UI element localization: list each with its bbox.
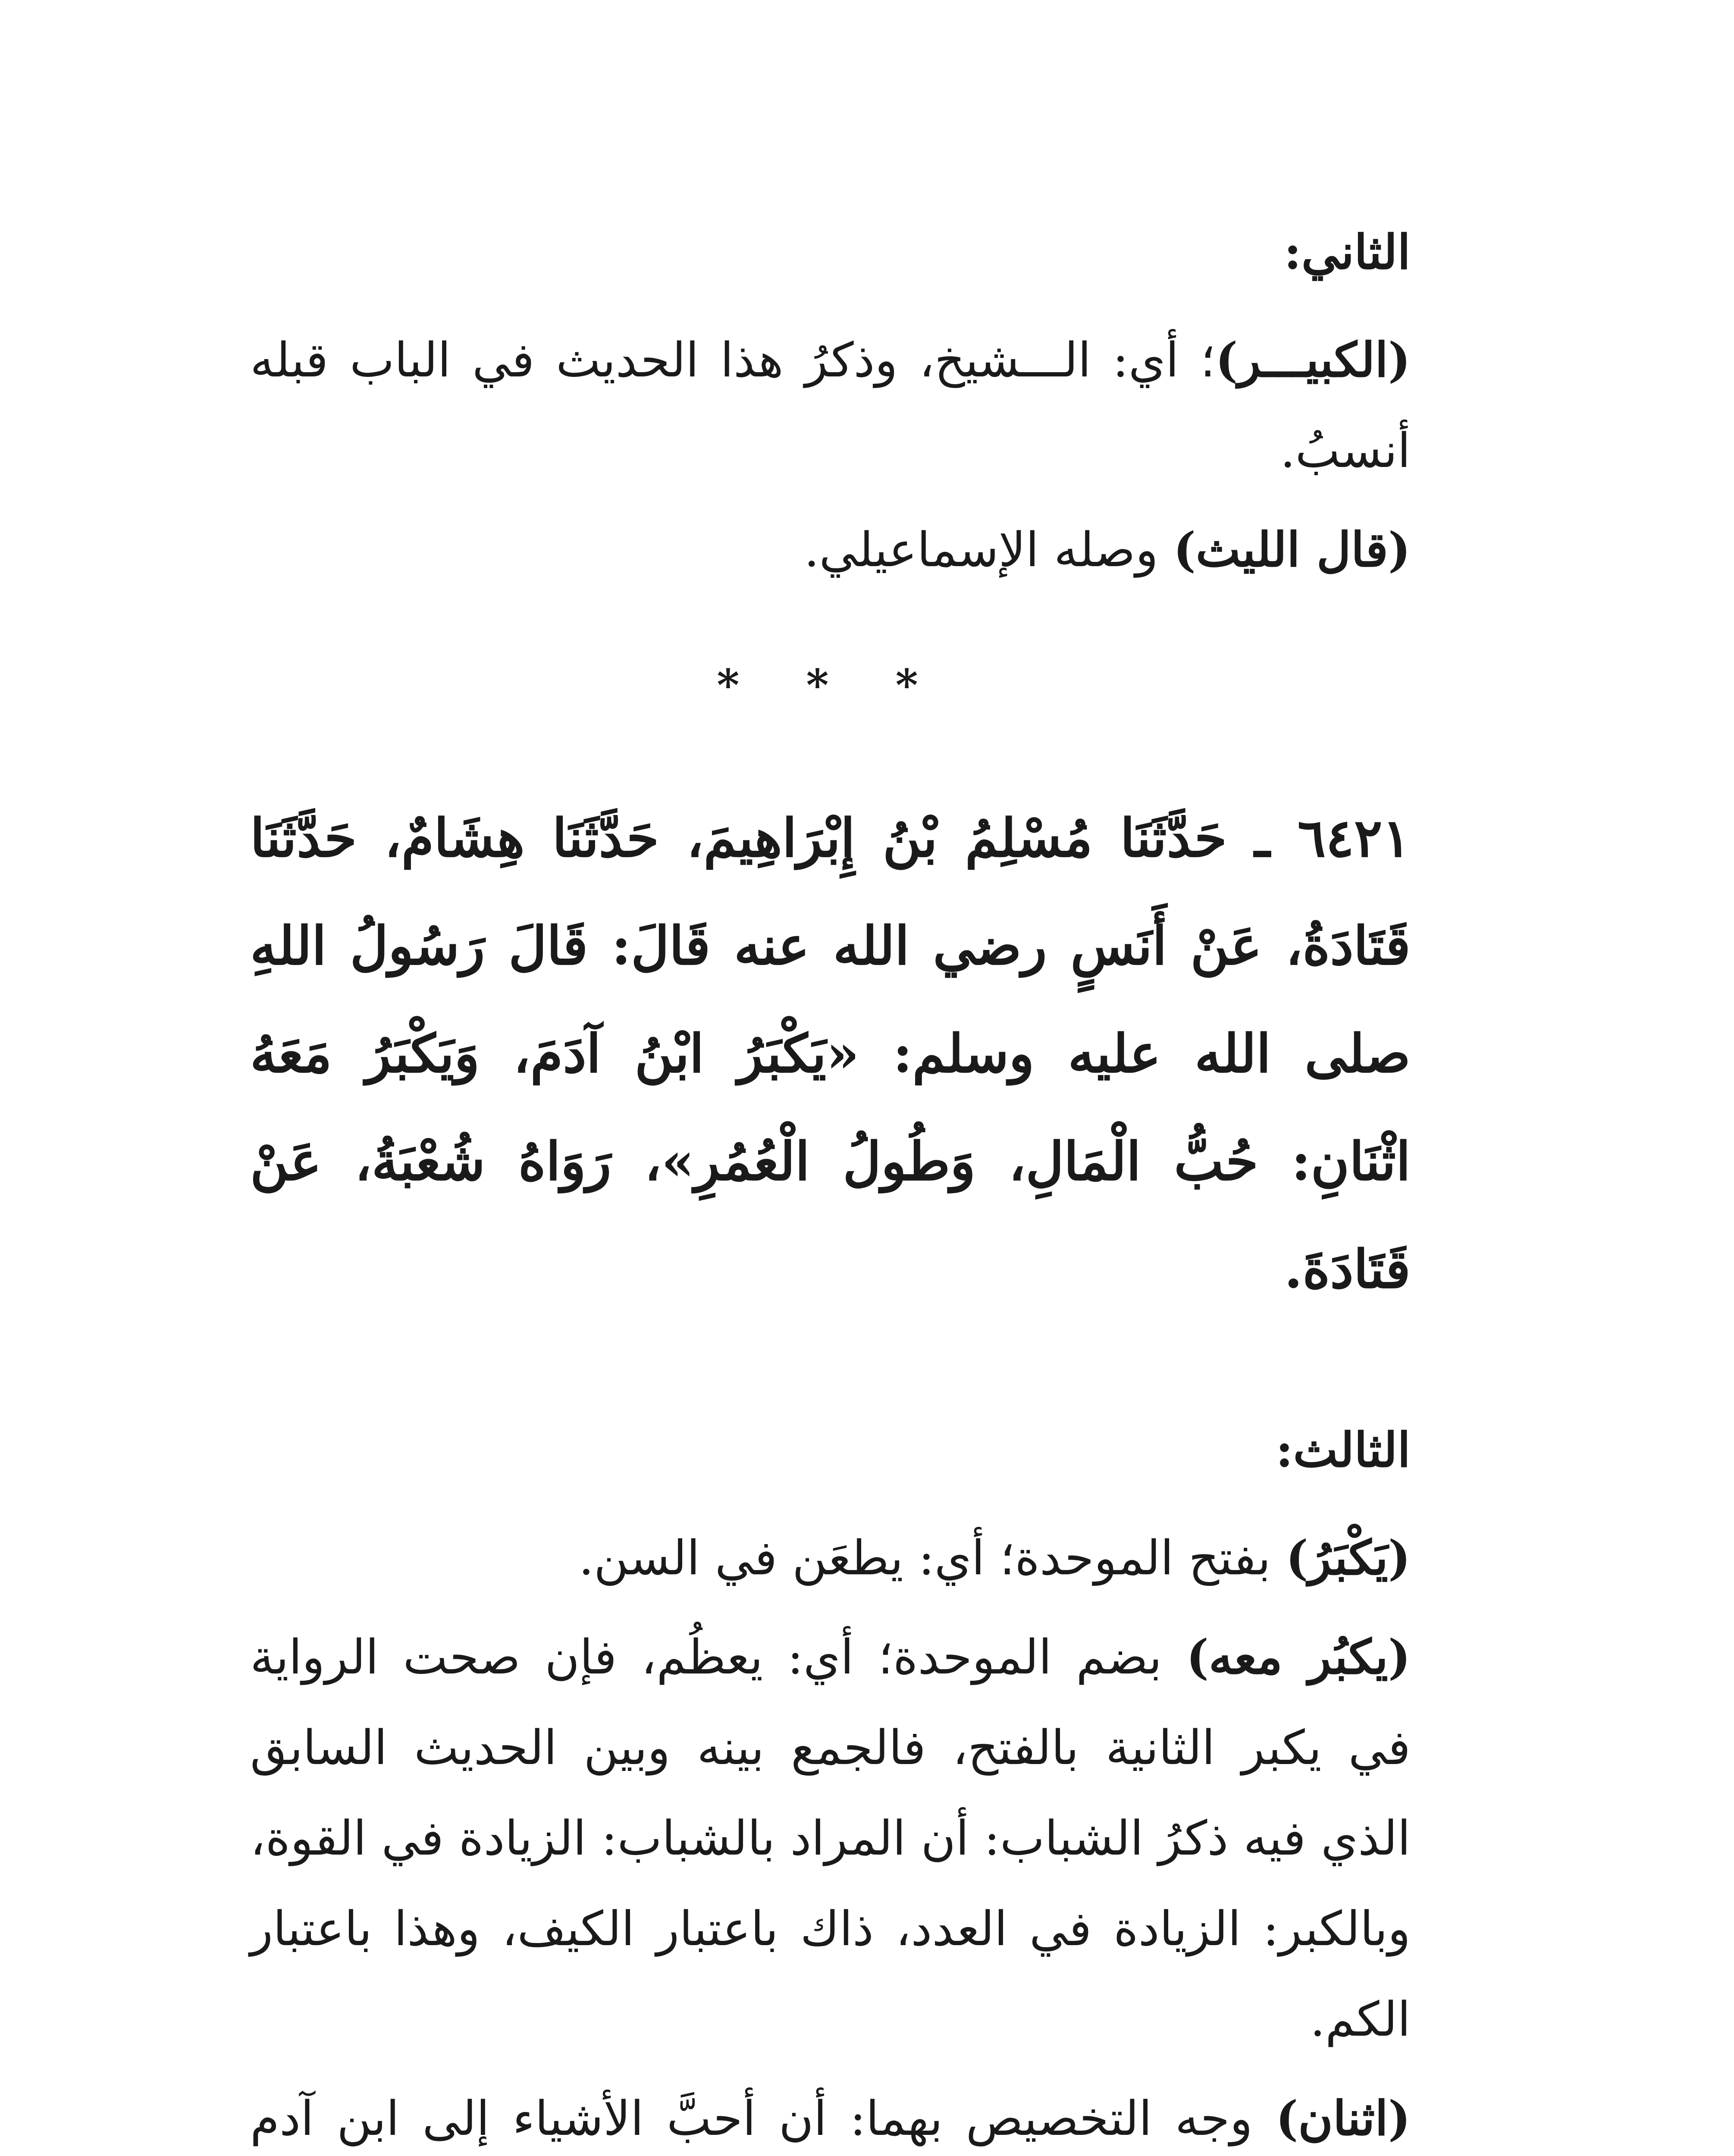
lemma: (يَكْبَرُ) bbox=[1286, 1530, 1411, 1586]
commentary-text: بضم الموحدة؛ أي: يعظُم، فإن صحت الرواية في يكبر الثانية بالفتح، فالجمع بينه وبين الحديث السابق الذي فيه ذكرُ الشباب: أن المراد بالشباب: الزيادة في القوة، وبالكبر: الزيادة في العدد، ذاك باعتبار الكيف، وهذا باعتبار الكم. bbox=[250, 1630, 1411, 2047]
lemma: (الكبيـــر) bbox=[1215, 332, 1411, 388]
lemma: (يكبُر معه) bbox=[1186, 1629, 1411, 1685]
hadith-text: ٦٤٢١ ـ حَدَّثَنَا مُسْلِمُ بْنُ إِبْرَاهِيمَ، حَدَّثَنَا هِشَامٌ، حَدَّثَنَا قَتَادَةُ، عَنْ أَنَسٍ رضي الله عنه قَالَ: قَالَ رَسُولُ اللهِ صلى الله عليه وسلم: «يَكْبَرُ ابْنُ آدَمَ، وَيَكْبَرُ مَعَهُ اثْنَانِ: حُبُّ الْمَالِ، وَطُولُ الْعُمُرِ»، رَوَاهُ شُعْبَةُ، عَنْ قَتَادَةَ. bbox=[250, 807, 1411, 1300]
commentary-paragraph bbox=[250, 315, 1411, 496]
commentary-paragraph bbox=[250, 1612, 1411, 2065]
section-heading-third: الثالث: bbox=[1276, 1422, 1411, 1478]
section-separator: * * * bbox=[717, 660, 944, 711]
commentary-paragraph bbox=[250, 1513, 1411, 1603]
commentary-paragraph bbox=[250, 505, 1411, 595]
commentary-paragraph bbox=[250, 2073, 1411, 2156]
commentary-text: بفتح الموحدة؛ أي: يطعَن في السن. bbox=[579, 1530, 1286, 1586]
commentary-text: وجه التخصيص بهما: أن أحبَّ الأشياء إلى ابن آدم bbox=[250, 2091, 1253, 2146]
lemma: (قال الليث) bbox=[1173, 522, 1411, 577]
commentary-text: وصله الإسماعيلي. bbox=[804, 522, 1173, 577]
section-heading-second: الثاني: bbox=[1284, 224, 1411, 280]
lemma: (اثنان) bbox=[1276, 2090, 1411, 2146]
commentary-text: ؛ أي: الـــشيخ، وذكرُ هذا الحديث في الباب قبله أنسبُ. bbox=[250, 332, 1411, 478]
